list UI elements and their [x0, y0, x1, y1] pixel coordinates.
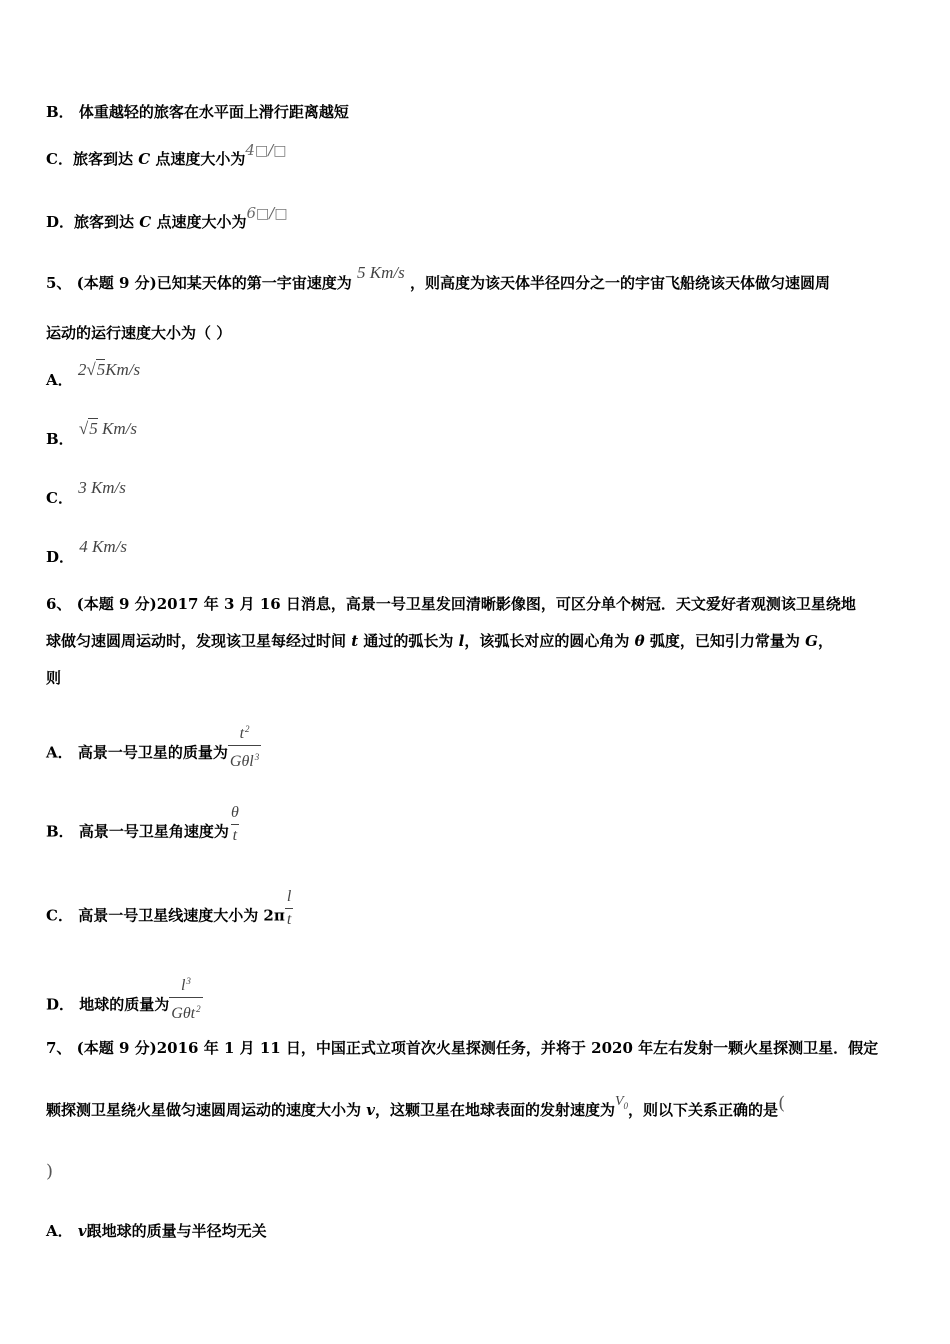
option-text: 高景一号卫星的质量为 [77, 743, 228, 762]
question-text: 2016 年 1 月 11 日，中国正式立项首次火星探测任务，并将于 2020 年左右发射一颗火星探测卫星．假定 [156, 1039, 879, 1057]
option-letter: D． [46, 995, 75, 1014]
option-letter: B． [46, 822, 74, 841]
question-number: 5、 [46, 274, 72, 292]
question-text: ，这颗卫星在地球表面的发射速度为 [374, 1101, 615, 1119]
option-letter: B． [46, 103, 74, 121]
fraction: $\frac{l}{t}$ [286, 888, 292, 928]
question-text: 2017 年 3 月 16 日消息，高景一号卫星发回清晰影像图，可区分单个树冠．天文爱好者观测该卫星绕地 [156, 595, 856, 613]
question-6-line-2 [46, 631, 833, 651]
option-b-prev [46, 102, 349, 122]
option-letter: A． [46, 371, 73, 389]
option-formula: 2√5Km/s [77, 360, 141, 379]
question-points: (本题 9 分) [76, 595, 157, 613]
fraction: $\frac{\theta}{t}$ [230, 804, 239, 844]
q6-option-b [46, 804, 241, 854]
fraction: $\frac{l^3}{G\theta t^2}$ [171, 976, 201, 1022]
option-text: 地球的质量为 [79, 995, 170, 1014]
q5-option-c [46, 478, 126, 508]
question-6-line-1 [46, 594, 856, 614]
option-text-post: 点速度大小为 [155, 150, 246, 168]
question-7-line-3 [46, 1162, 53, 1182]
question-7-line-2 [46, 1093, 786, 1126]
question-text: 则 [46, 669, 62, 687]
question-number: 6、 [46, 595, 72, 613]
var-g: G [805, 632, 818, 650]
option-text: 高景一号卫星线速度大小为 2π [78, 906, 285, 925]
question-5-line-2 [46, 323, 231, 343]
v0-formula: $V_0$ [614, 1094, 629, 1111]
option-letter: B． [46, 430, 74, 448]
var-c: C [139, 213, 152, 231]
broken-formula: 4□/□ [245, 141, 287, 159]
question-points: (本题 9 分) [76, 1039, 157, 1057]
option-text: 跟地球的质量与半径均无关 [86, 1222, 267, 1240]
var-l: l [458, 632, 465, 650]
option-text: 高景一号卫星角速度为 [78, 822, 229, 841]
option-letter: C． [46, 150, 73, 168]
option-formula: 4 Km/s [79, 537, 127, 556]
option-c-prev [46, 141, 287, 170]
question-6-line-3 [46, 668, 61, 688]
question-text: 运动的运行速度大小为（ ） [46, 324, 232, 342]
q6-option-d [46, 976, 203, 1032]
option-text-pre: 旅客到达 [72, 150, 133, 168]
option-letter: D． [46, 213, 75, 231]
option-text-pre: 旅客到达 [74, 213, 135, 231]
option-formula: √5 Km/s [78, 419, 137, 438]
q6-option-c [46, 888, 293, 938]
var-c: C [138, 150, 151, 168]
question-text: 弧度，已知引力常量为 [649, 632, 800, 650]
question-text: ，则以下关系正确的是 [628, 1101, 779, 1119]
question-text: 通过的弧长为 [363, 632, 454, 650]
open-paren: ( [778, 1093, 786, 1114]
question-text: ，则高度为该天体半径四分之一的宇宙飞船绕该天体做匀速圆周 [409, 274, 830, 292]
question-text: ，该弧长对应的圆心角为 [464, 632, 630, 650]
question-text: ， [817, 632, 833, 650]
option-letter: A． [46, 743, 73, 762]
question-text: 颗探测卫星绕火星做匀速圆周运动的速度大小为 [46, 1101, 362, 1119]
option-letter: A． [46, 1222, 73, 1240]
question-points: (本题 9 分) [76, 274, 157, 292]
q7-option-a [46, 1221, 267, 1241]
fraction: $\frac{t^2}{G\theta l^3}$ [229, 724, 260, 770]
var-v: v [77, 1222, 87, 1240]
q6-option-a [46, 724, 261, 780]
option-text-post: 点速度大小为 [156, 213, 247, 231]
option-letter: C． [46, 489, 73, 507]
option-formula: 3 Km/s [78, 478, 126, 497]
question-text: 已知某天体的第一宇宙速度为 [156, 274, 352, 292]
option-d-prev [46, 204, 288, 233]
question-7-line-1 [46, 1038, 878, 1058]
var-v: v [366, 1101, 375, 1119]
broken-formula: 6□/□ [246, 204, 288, 222]
q5-option-a [46, 360, 141, 390]
q5-option-d [46, 537, 127, 567]
var-theta: θ [634, 632, 645, 650]
option-letter: D． [46, 548, 75, 566]
question-5-line-1 [46, 263, 830, 293]
question-number: 7、 [46, 1039, 72, 1057]
speed-formula: 5 Km/s [357, 263, 405, 282]
question-text: 球做匀速圆周运动时，发现该卫星每经过时间 [46, 632, 347, 650]
var-t: t [351, 632, 359, 650]
close-paren: ) [46, 1161, 54, 1182]
option-text: 体重越轻的旅客在水平面上滑行距离越短 [78, 103, 349, 121]
option-letter: C． [46, 906, 73, 925]
q5-option-b [46, 419, 137, 449]
